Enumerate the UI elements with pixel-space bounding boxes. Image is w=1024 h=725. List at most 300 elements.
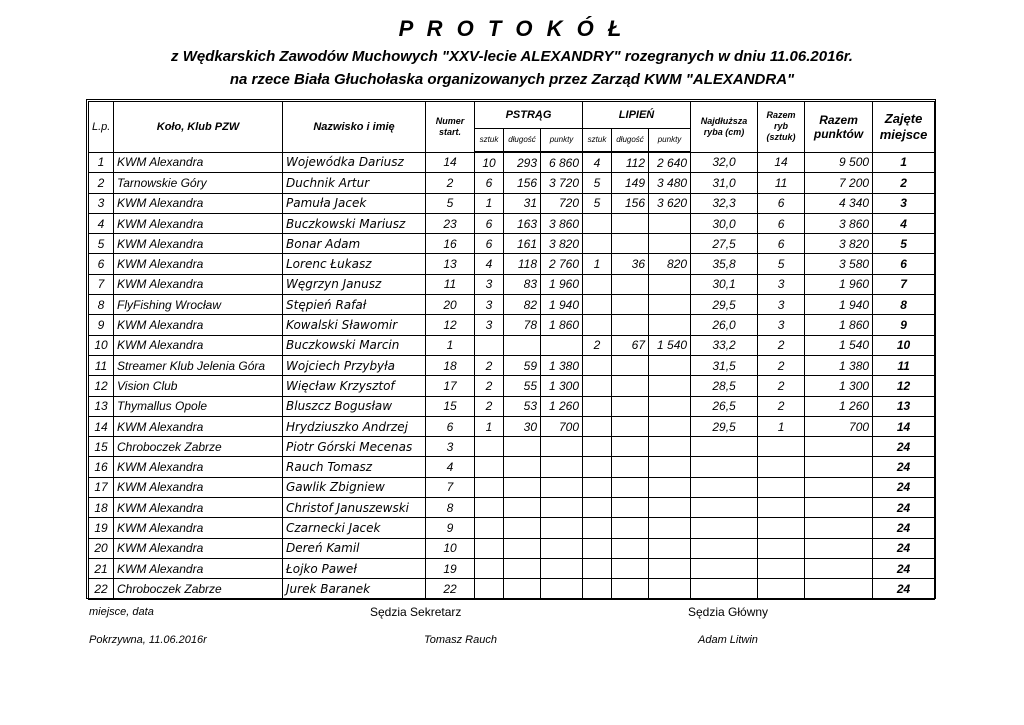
table-row <box>89 355 935 375</box>
row-trout-length <box>504 335 541 355</box>
row-start-number: 1 <box>426 335 475 355</box>
row-trout-pieces: 1 <box>475 193 504 213</box>
row-grayling-pieces <box>583 437 612 457</box>
row-start-number: 2 <box>426 173 475 193</box>
row-grayling-pieces <box>583 396 612 416</box>
row-club: KWM Alexandra <box>114 193 283 213</box>
table-row <box>89 335 935 355</box>
row-name: Bonar Adam <box>283 234 426 254</box>
row-trout-points <box>541 477 583 497</box>
row-place: 14 <box>873 416 935 436</box>
row-longest: 31,5 <box>691 355 758 375</box>
row-place: 12 <box>873 376 935 396</box>
row-trout-pieces: 2 <box>475 355 504 375</box>
row-grayling-pieces <box>583 518 612 538</box>
row-trout-length <box>504 518 541 538</box>
row-longest <box>691 498 758 518</box>
table-row <box>89 376 935 396</box>
row-lp: 14 <box>89 416 114 436</box>
row-total-fish <box>758 457 805 477</box>
row-trout-length: 53 <box>504 396 541 416</box>
row-club: Streamer Klub Jelenia Góra <box>114 355 283 375</box>
row-grayling-points: 3 480 <box>649 173 691 193</box>
row-trout-points: 3 720 <box>541 173 583 193</box>
row-name: Lorenc Łukasz <box>283 254 426 274</box>
row-place: 1 <box>873 152 935 173</box>
row-club: KWM Alexandra <box>114 254 283 274</box>
row-longest: 30,1 <box>691 274 758 294</box>
row-lp: 11 <box>89 355 114 375</box>
row-trout-points: 1 960 <box>541 274 583 294</box>
row-club: KWM Alexandra <box>114 234 283 254</box>
col-total-fish: Razem ryb (sztuk) <box>758 102 805 153</box>
row-grayling-points <box>649 315 691 335</box>
row-longest: 26,5 <box>691 396 758 416</box>
row-trout-pieces: 6 <box>475 173 504 193</box>
row-total-fish <box>758 498 805 518</box>
row-trout-pieces: 3 <box>475 295 504 315</box>
row-place: 24 <box>873 457 935 477</box>
row-trout-length: 161 <box>504 234 541 254</box>
row-trout-length: 83 <box>504 274 541 294</box>
row-start-number: 20 <box>426 295 475 315</box>
row-longest: 32,3 <box>691 193 758 213</box>
row-place: 6 <box>873 254 935 274</box>
row-grayling-points <box>649 518 691 538</box>
row-total-fish: 2 <box>758 396 805 416</box>
row-name: Pamuła Jacek <box>283 193 426 213</box>
row-club: KWM Alexandra <box>114 274 283 294</box>
row-longest <box>691 558 758 578</box>
row-place: 2 <box>873 173 935 193</box>
table-row <box>89 193 935 213</box>
row-longest: 26,0 <box>691 315 758 335</box>
row-name: Jurek Baranek <box>283 579 426 599</box>
row-place: 24 <box>873 498 935 518</box>
row-name: Buczkowski Mariusz <box>283 213 426 233</box>
row-name: Rauch Tomasz <box>283 457 426 477</box>
table-row <box>89 152 935 173</box>
row-trout-points <box>541 538 583 558</box>
row-trout-pieces <box>475 477 504 497</box>
row-grayling-points <box>649 457 691 477</box>
row-total-fish <box>758 477 805 497</box>
row-longest <box>691 437 758 457</box>
row-lp: 19 <box>89 518 114 538</box>
table-row <box>89 538 935 558</box>
row-start-number: 9 <box>426 518 475 538</box>
row-grayling-length <box>612 518 649 538</box>
row-grayling-length <box>612 498 649 518</box>
row-total-fish: 3 <box>758 315 805 335</box>
row-name: Węgrzyn Janusz <box>283 274 426 294</box>
row-trout-points: 3 820 <box>541 234 583 254</box>
row-trout-points <box>541 558 583 578</box>
row-name: Piotr Górski Mecenas <box>283 437 426 457</box>
row-trout-points: 1 860 <box>541 315 583 335</box>
row-grayling-points <box>649 376 691 396</box>
row-longest: 32,0 <box>691 152 758 173</box>
row-place: 9 <box>873 315 935 335</box>
row-total-points: 3 860 <box>805 213 873 233</box>
row-place: 24 <box>873 518 935 538</box>
row-total-points: 4 340 <box>805 193 873 213</box>
row-grayling-points <box>649 234 691 254</box>
row-grayling-length: 112 <box>612 152 649 173</box>
row-grayling-length <box>612 315 649 335</box>
col-grayling-pieces: sztuk <box>583 129 612 153</box>
row-start-number: 5 <box>426 193 475 213</box>
row-longest: 30,0 <box>691 213 758 233</box>
row-total-points: 700 <box>805 416 873 436</box>
row-grayling-points <box>649 295 691 315</box>
table-row <box>89 173 935 193</box>
row-lp: 18 <box>89 498 114 518</box>
row-longest: 29,5 <box>691 295 758 315</box>
row-trout-pieces: 4 <box>475 254 504 274</box>
row-longest <box>691 538 758 558</box>
col-lp: L.p. <box>89 102 114 153</box>
col-club: Koło, Klub PZW <box>114 102 283 153</box>
row-grayling-pieces <box>583 498 612 518</box>
row-grayling-pieces <box>583 558 612 578</box>
row-longest: 33,2 <box>691 335 758 355</box>
footer-secretary-name: Tomasz Rauch <box>424 634 497 646</box>
footer-chief-label: Sędzia Główny <box>688 605 769 619</box>
row-start-number: 12 <box>426 315 475 335</box>
row-start-number: 4 <box>426 457 475 477</box>
table-row <box>89 315 935 335</box>
row-longest <box>691 579 758 599</box>
row-club: KWM Alexandra <box>114 498 283 518</box>
row-grayling-length: 36 <box>612 254 649 274</box>
row-trout-length: 118 <box>504 254 541 274</box>
row-grayling-pieces: 2 <box>583 335 612 355</box>
row-lp: 21 <box>89 558 114 578</box>
row-name: Buczkowski Marcin <box>283 335 426 355</box>
row-name: Więcław Krzysztof <box>283 376 426 396</box>
row-lp: 4 <box>89 213 114 233</box>
row-name: Kowalski Sławomir <box>283 315 426 335</box>
row-lp: 20 <box>89 538 114 558</box>
row-grayling-pieces <box>583 376 612 396</box>
table-row <box>89 254 935 274</box>
row-grayling-points: 3 620 <box>649 193 691 213</box>
row-trout-length: 31 <box>504 193 541 213</box>
row-trout-pieces <box>475 498 504 518</box>
row-grayling-length <box>612 396 649 416</box>
row-club: KWM Alexandra <box>114 457 283 477</box>
row-grayling-length <box>612 437 649 457</box>
row-total-points <box>805 538 873 558</box>
row-total-fish <box>758 518 805 538</box>
row-name: Dereń Kamil <box>283 538 426 558</box>
footer-chief-name: Adam Litwin <box>698 634 758 646</box>
row-total-points: 3 580 <box>805 254 873 274</box>
row-grayling-points <box>649 538 691 558</box>
row-name: Wojewódka Dariusz <box>283 152 426 173</box>
row-grayling-length <box>612 355 649 375</box>
row-total-fish <box>758 437 805 457</box>
row-club: Chroboczek Zabrze <box>114 579 283 599</box>
row-trout-length <box>504 558 541 578</box>
col-grayling: LIPIEŃ <box>583 102 691 129</box>
row-longest: 29,5 <box>691 416 758 436</box>
row-trout-length: 82 <box>504 295 541 315</box>
row-start-number: 10 <box>426 538 475 558</box>
row-trout-length <box>504 498 541 518</box>
row-grayling-length <box>612 558 649 578</box>
row-grayling-length <box>612 416 649 436</box>
document-subtitle-line1: z Wędkarskich Zawodów Muchowych "XXV-lecie ALEXANDRY" rozegranych w dniu 11.06.2016r. <box>171 48 853 65</box>
row-total-points: 1 380 <box>805 355 873 375</box>
row-total-fish: 6 <box>758 193 805 213</box>
row-total-fish: 14 <box>758 152 805 173</box>
row-trout-pieces: 6 <box>475 213 504 233</box>
row-trout-pieces <box>475 457 504 477</box>
col-trout-pieces: sztuk <box>475 129 504 153</box>
row-start-number: 23 <box>426 213 475 233</box>
row-grayling-points <box>649 396 691 416</box>
row-grayling-length <box>612 538 649 558</box>
row-longest: 28,5 <box>691 376 758 396</box>
row-name: Stępień Rafał <box>283 295 426 315</box>
row-trout-length <box>504 477 541 497</box>
row-club: KWM Alexandra <box>114 477 283 497</box>
row-trout-points: 1 380 <box>541 355 583 375</box>
row-club: Chroboczek Zabrze <box>114 437 283 457</box>
row-start-number: 8 <box>426 498 475 518</box>
row-start-number: 13 <box>426 254 475 274</box>
row-start-number: 14 <box>426 152 475 173</box>
row-club: KWM Alexandra <box>114 518 283 538</box>
row-grayling-pieces: 5 <box>583 173 612 193</box>
row-grayling-length: 149 <box>612 173 649 193</box>
row-place: 10 <box>873 335 935 355</box>
row-total-fish: 2 <box>758 335 805 355</box>
row-total-fish: 6 <box>758 213 805 233</box>
row-start-number: 6 <box>426 416 475 436</box>
col-start-number: Numer start. <box>426 102 475 153</box>
footer-place-date: Pokrzywna, 11.06.2016r <box>89 634 207 646</box>
row-start-number: 19 <box>426 558 475 578</box>
row-grayling-length <box>612 579 649 599</box>
table-row <box>89 518 935 538</box>
row-grayling-points <box>649 355 691 375</box>
row-total-points <box>805 558 873 578</box>
row-club: Tarnowskie Góry <box>114 173 283 193</box>
table-row <box>89 416 935 436</box>
row-grayling-pieces: 4 <box>583 152 612 173</box>
row-trout-points: 720 <box>541 193 583 213</box>
row-name: Łojko Paweł <box>283 558 426 578</box>
row-grayling-pieces <box>583 579 612 599</box>
row-grayling-pieces <box>583 213 612 233</box>
row-total-points: 7 200 <box>805 173 873 193</box>
table-row <box>89 274 935 294</box>
row-total-fish: 1 <box>758 416 805 436</box>
row-grayling-points <box>649 498 691 518</box>
row-total-points <box>805 437 873 457</box>
row-longest: 35,8 <box>691 254 758 274</box>
row-trout-length: 78 <box>504 315 541 335</box>
row-trout-pieces <box>475 518 504 538</box>
row-total-fish: 3 <box>758 274 805 294</box>
row-place: 24 <box>873 538 935 558</box>
row-lp: 17 <box>89 477 114 497</box>
row-total-fish: 3 <box>758 295 805 315</box>
row-trout-pieces: 3 <box>475 315 504 335</box>
row-trout-pieces: 2 <box>475 396 504 416</box>
row-lp: 1 <box>89 152 114 173</box>
row-total-points <box>805 498 873 518</box>
row-club: Thymallus Opole <box>114 396 283 416</box>
row-start-number: 17 <box>426 376 475 396</box>
table-row <box>89 234 935 254</box>
row-start-number: 18 <box>426 355 475 375</box>
row-grayling-pieces <box>583 234 612 254</box>
footer-secretary-label: Sędzia Sekretarz <box>370 605 462 619</box>
row-trout-pieces: 1 <box>475 416 504 436</box>
row-grayling-points: 820 <box>649 254 691 274</box>
row-club: Vision Club <box>114 376 283 396</box>
row-grayling-points <box>649 477 691 497</box>
row-name: Czarnecki Jacek <box>283 518 426 538</box>
row-grayling-length <box>612 457 649 477</box>
row-start-number: 7 <box>426 477 475 497</box>
col-place: Zajęte miejsce <box>873 102 935 153</box>
col-trout-length: długość <box>504 129 541 153</box>
row-trout-points: 3 860 <box>541 213 583 233</box>
row-place: 5 <box>873 234 935 254</box>
row-longest: 27,5 <box>691 234 758 254</box>
row-total-fish: 11 <box>758 173 805 193</box>
row-total-points: 3 820 <box>805 234 873 254</box>
row-name: Wojciech Przybyła <box>283 355 426 375</box>
row-grayling-length <box>612 295 649 315</box>
row-trout-points <box>541 518 583 538</box>
row-total-fish <box>758 558 805 578</box>
row-grayling-points <box>649 213 691 233</box>
table-row <box>89 579 935 599</box>
row-trout-points: 1 300 <box>541 376 583 396</box>
row-trout-points: 6 860 <box>541 152 583 173</box>
row-trout-length: 55 <box>504 376 541 396</box>
row-start-number: 11 <box>426 274 475 294</box>
row-lp: 22 <box>89 579 114 599</box>
row-trout-pieces <box>475 538 504 558</box>
row-grayling-length <box>612 376 649 396</box>
row-total-points <box>805 477 873 497</box>
row-total-fish <box>758 579 805 599</box>
row-total-fish: 6 <box>758 234 805 254</box>
row-trout-length: 163 <box>504 213 541 233</box>
row-total-fish <box>758 538 805 558</box>
row-place: 24 <box>873 558 935 578</box>
row-club: KWM Alexandra <box>114 315 283 335</box>
col-total-points: Razem punktów <box>805 102 873 153</box>
results-table <box>88 101 935 600</box>
row-grayling-points <box>649 416 691 436</box>
row-grayling-length <box>612 213 649 233</box>
row-trout-points: 1 940 <box>541 295 583 315</box>
results-body <box>89 152 935 599</box>
row-grayling-pieces <box>583 538 612 558</box>
row-start-number: 15 <box>426 396 475 416</box>
row-club: KWM Alexandra <box>114 416 283 436</box>
row-start-number: 3 <box>426 437 475 457</box>
row-place: 13 <box>873 396 935 416</box>
row-grayling-points <box>649 558 691 578</box>
row-lp: 2 <box>89 173 114 193</box>
row-lp: 15 <box>89 437 114 457</box>
row-total-points <box>805 457 873 477</box>
col-trout: PSTRĄG <box>475 102 583 129</box>
row-name: Christof Januszewski <box>283 498 426 518</box>
row-place: 24 <box>873 579 935 599</box>
row-trout-points: 700 <box>541 416 583 436</box>
row-grayling-points <box>649 437 691 457</box>
table-row <box>89 437 935 457</box>
row-grayling-points <box>649 579 691 599</box>
row-trout-length: 59 <box>504 355 541 375</box>
row-trout-pieces: 10 <box>475 152 504 173</box>
col-longest: Najdłuższa ryba (cm) <box>691 102 758 153</box>
row-total-fish: 2 <box>758 355 805 375</box>
row-longest: 31,0 <box>691 173 758 193</box>
row-lp: 13 <box>89 396 114 416</box>
row-name: Duchnik Artur <box>283 173 426 193</box>
table-row <box>89 498 935 518</box>
row-grayling-length: 67 <box>612 335 649 355</box>
table-row <box>89 477 935 497</box>
row-place: 24 <box>873 437 935 457</box>
row-longest <box>691 457 758 477</box>
row-place: 7 <box>873 274 935 294</box>
row-grayling-pieces: 1 <box>583 254 612 274</box>
row-lp: 16 <box>89 457 114 477</box>
row-total-points <box>805 518 873 538</box>
row-total-points <box>805 579 873 599</box>
row-place: 4 <box>873 213 935 233</box>
row-place: 24 <box>873 477 935 497</box>
row-trout-points <box>541 457 583 477</box>
row-total-fish: 2 <box>758 376 805 396</box>
row-lp: 6 <box>89 254 114 274</box>
row-total-points: 1 940 <box>805 295 873 315</box>
row-trout-points <box>541 335 583 355</box>
row-trout-pieces <box>475 558 504 578</box>
row-club: KWM Alexandra <box>114 335 283 355</box>
row-longest <box>691 477 758 497</box>
table-row <box>89 457 935 477</box>
footer-place-date-label: miejsce, data <box>89 606 154 618</box>
row-place: 3 <box>873 193 935 213</box>
row-club: KWM Alexandra <box>114 538 283 558</box>
row-total-points: 1 860 <box>805 315 873 335</box>
col-trout-points: punkty <box>541 129 583 153</box>
row-total-fish: 5 <box>758 254 805 274</box>
col-name: Nazwisko i imię <box>283 102 426 153</box>
row-longest <box>691 518 758 538</box>
row-lp: 9 <box>89 315 114 335</box>
row-trout-points <box>541 498 583 518</box>
row-lp: 12 <box>89 376 114 396</box>
row-club: KWM Alexandra <box>114 213 283 233</box>
row-grayling-pieces: 5 <box>583 193 612 213</box>
row-trout-points <box>541 437 583 457</box>
document-subtitle-line2: na rzece Biała Głuchołaska organizowanych przez Zarząd KWM "ALEXANDRA" <box>229 71 795 88</box>
